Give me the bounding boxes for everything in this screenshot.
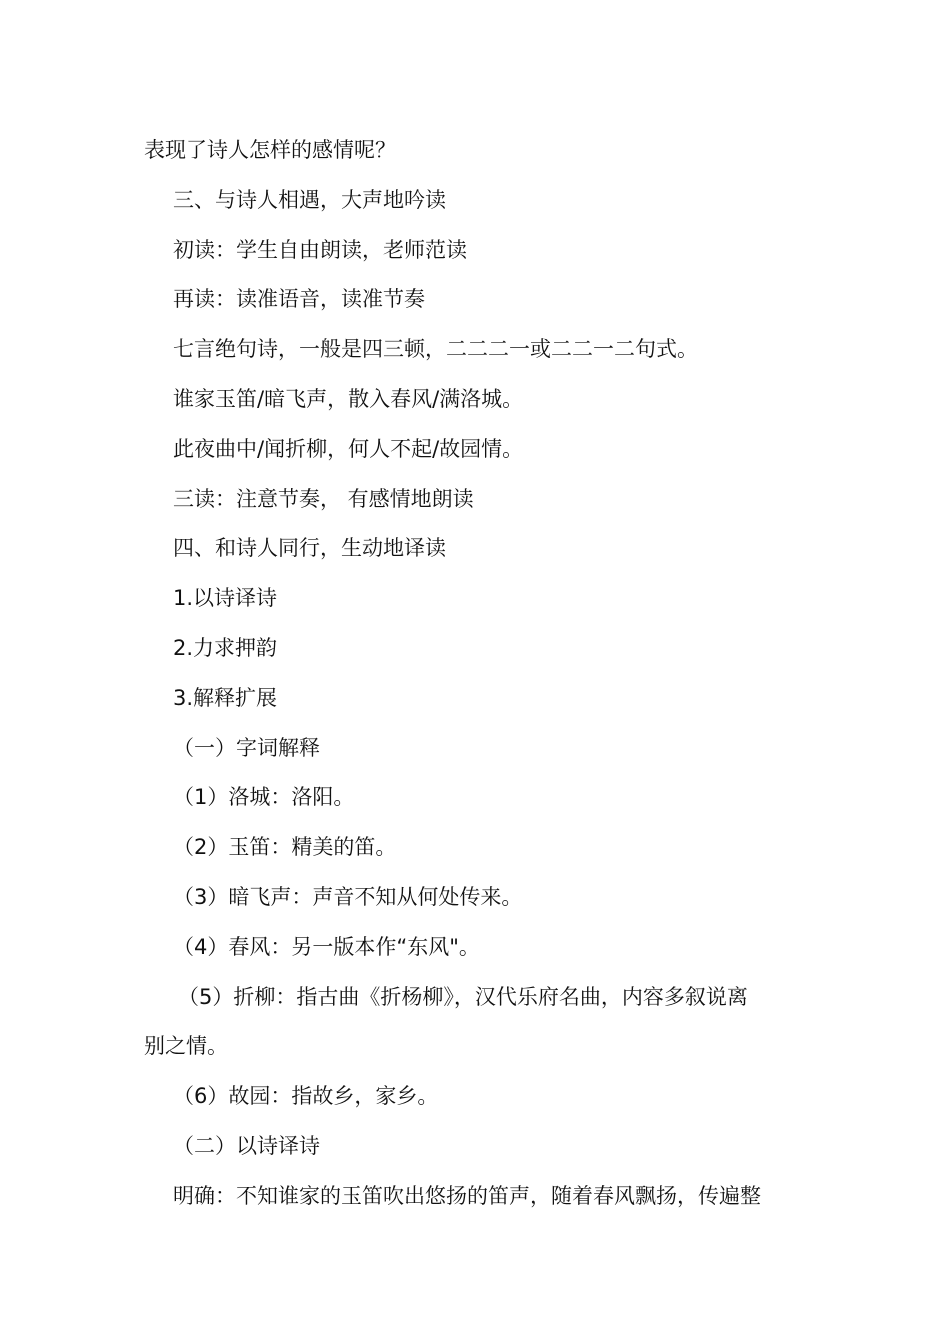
paragraph-line: 七言绝句诗，一般是四三顿，二二二一或二二一二句式。 xyxy=(173,337,698,362)
poem-line: 此夜曲中/闻折柳，何人不起/故园情。 xyxy=(173,436,524,461)
section-heading-four: 四、和诗人同行，生动地译读 xyxy=(173,536,446,561)
definition-item: （2）玉笛：精美的笛。 xyxy=(173,835,397,860)
paragraph-line: 明确：不知谁家的玉笛吹出悠扬的笛声，随着春风飘扬，传遍整 xyxy=(173,1183,761,1208)
poem-line: 谁家玉笛/暗飞声，散入春风/满洛城。 xyxy=(173,386,524,411)
paragraph-line: 再读：读准语音，读准节奏 xyxy=(173,287,425,312)
paragraph-line: 初读：学生自由朗读，老师范读 xyxy=(173,237,467,262)
list-item: 3.解释扩展 xyxy=(173,685,278,710)
list-item: 2.力求押韵 xyxy=(173,635,278,660)
definition-item-continuation: 别之情。 xyxy=(144,1034,228,1059)
definition-item: （1）洛城：洛阳。 xyxy=(173,785,355,810)
paragraph-line: 表现了诗人怎样的感情呢？ xyxy=(144,138,396,162)
definition-item: （3）暗飞声：声音不知从何处传来。 xyxy=(173,884,523,909)
definition-item: （4）春风：另一版本作“东风"。 xyxy=(173,934,480,959)
subsection-heading: （一）字词解释 xyxy=(173,735,320,760)
list-item: 1.以诗译诗 xyxy=(173,586,278,611)
definition-item: （6）故园：指故乡，家乡。 xyxy=(173,1084,439,1109)
paragraph-line: 三读：注意节奏， 有感情地朗读 xyxy=(173,486,474,511)
section-heading-three: 三、与诗人相遇，大声地吟读 xyxy=(173,187,446,212)
definition-item: （5）折柳：指古曲《折杨柳》，汉代乐府名曲，内容多叙说离 xyxy=(178,984,748,1009)
document-body xyxy=(144,126,810,1222)
subsection-heading: （二）以诗译诗 xyxy=(173,1133,320,1158)
